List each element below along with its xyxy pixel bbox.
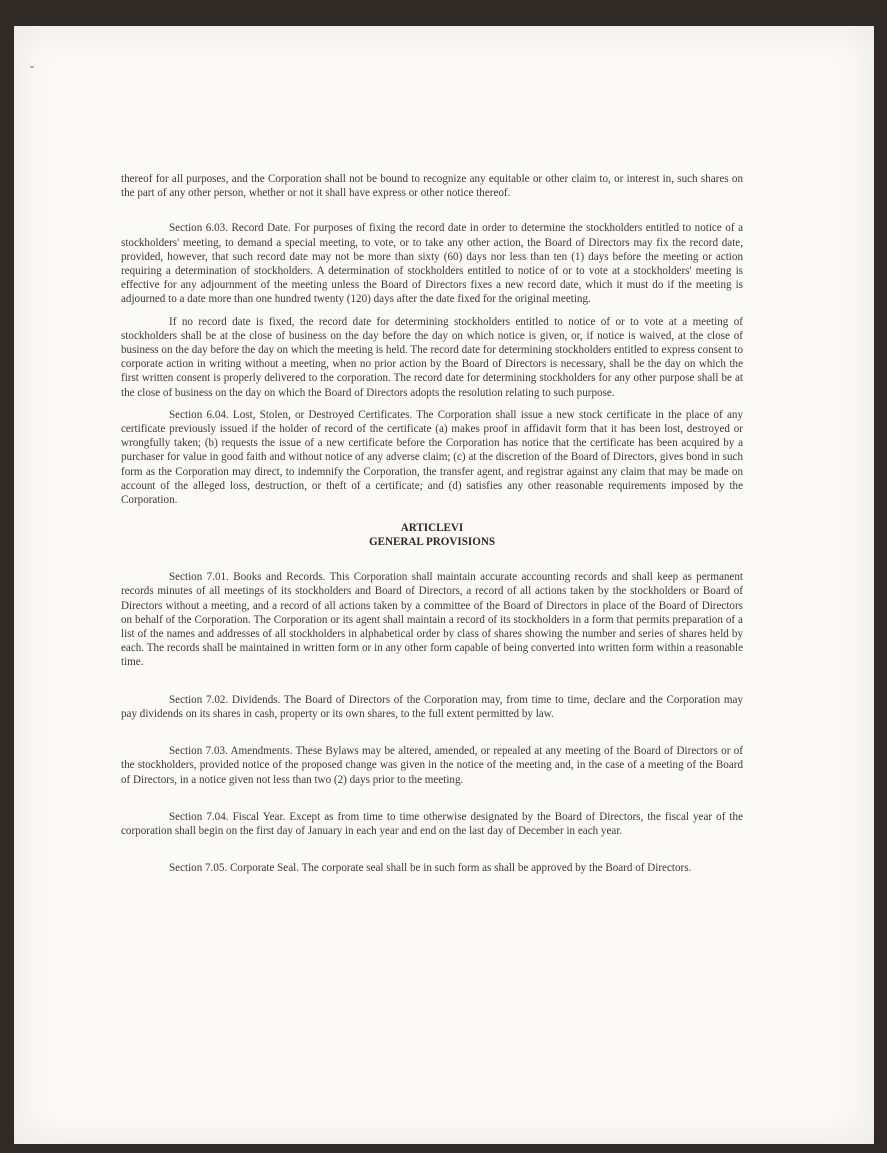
section-7-05: Section 7.05. Corporate Seal. The corporate seal shall be in such form as shall be approved by the Board of Directors. [169,862,692,875]
section-6-04: Section 6.04. Lost, Stolen, or Destroyed Certificates. The Corporation shall issue a new stock certificate in the place of any certificate previously issued if the holder of record of the certificate (a) makes proof in affidavit form that it has been lost, destroyed or wrongfully taken; (b) requests the issue of a new certificate before the Corporation has notice that the certificate has been acquired by a purchaser for value in good faith and without notice of any adverse claim; (c) at the discretion of the Board of Directors, gives bond in such form as the Corporation may direct, to indemnify the Corporation, the transfer agent, and registrar against any claim that may be made on account of the alleged loss, destruction, or theft of a certificate; and (d) satisfies any other reasonable requirements imposed by the Corporation. [121,408,743,507]
section-6-03: Section 6.03. Record Date. For purposes of fixing the record date in order to determine the stockholders entitled to notice of a stockholders' meeting, to demand a special meeting, to vote, or to take any other action, the Board of Directors may fix the record date, provided, however, that such record date may not be more than sixty (60) days nor less than ten (1) days before the meeting or action requiring a determination of stockholders. A determination of stockholders entitled to notice of or to vote at a stockholders' meeting is effective for any adjournment of the meeting unless the Board of Directors fixes a new record date, which it must do if the meeting is adjourned to a date more than one hundred twenty (120) days after the date fixed for the original meeting. [121,222,743,306]
section-6-03-continued: If no record date is fixed, the record date for determining stockholders entitled to notice of or to vote at a meeting of stockholders shall be at the close of business on the day before the day on which notice is given, or, if notice is waived, at the close of business on the day before the day on which the meeting is held. The record date for determining stockholders entitled to express consent to corporate action in writing without a meeting, when no prior action by the Board of Directors is necessary, shall be the day on which the first written consent is properly delivered to the corporation. The record date for determining stockholders for any other purpose shall be at the close of business on the day on which the Board of Directors adopts the resolution relating to such purpose. [121,315,743,399]
scan-speck [30,66,34,68]
article-heading [121,521,743,549]
section-7-01: Section 7.01. Books and Records. This Corporation shall maintain accurate accounting records and shall keep as permanent records minutes of all meetings of its stockholders and Board of Directors, a record of all actions taken by the stockholders or Board of Directors without a meeting, and a record of all actions taken by a committee of the Board of Directors in place of the Board of Directors on behalf of the Corporation. The Corporation or its agent shall maintain a record of its stockholders in a form that permits preparation of a list of the names and addresses of all stockholders in alphabetical order by class of shares showing the number and series of shares held by each. The records shall be maintained in written form or in any other form capable of being converted into written form within a reasonable time. [121,571,743,669]
document-body [121,172,743,875]
paragraph-continuation: thereof for all purposes, and the Corporation shall not be bound to recognize any equitable or other claim to, or interest in, such shares on the part of any other person, whether or not it shall have express or other notice thereof. [121,173,743,200]
article-title: GENERAL PROVISIONS [368,536,496,549]
section-7-02: Section 7.02. Dividends. The Board of Directors of the Corporation may, from time to time, declare and the Corporation may pay dividends on its shares in cash, property or its own shares, to the full extent permitted by law. [121,693,743,720]
section-7-03: Section 7.03. Amendments. These Bylaws may be altered, amended, or repealed at any meeting of the Board of Directors or of the stockholders, provided notice of the proposed change was given in the notice of the meeting and, in the case of a meeting of the Board of Directors, in a notice given not less than two (2) days prior to the meeting. [121,745,743,786]
article-number: ARTICLEVI [400,522,464,535]
section-7-04: Section 7.04. Fiscal Year. Except as from time to time otherwise designated by the Board of Directors, the fiscal year of the corporation shall begin on the first day of January in each year and end on the last day of December in each year. [121,810,743,837]
